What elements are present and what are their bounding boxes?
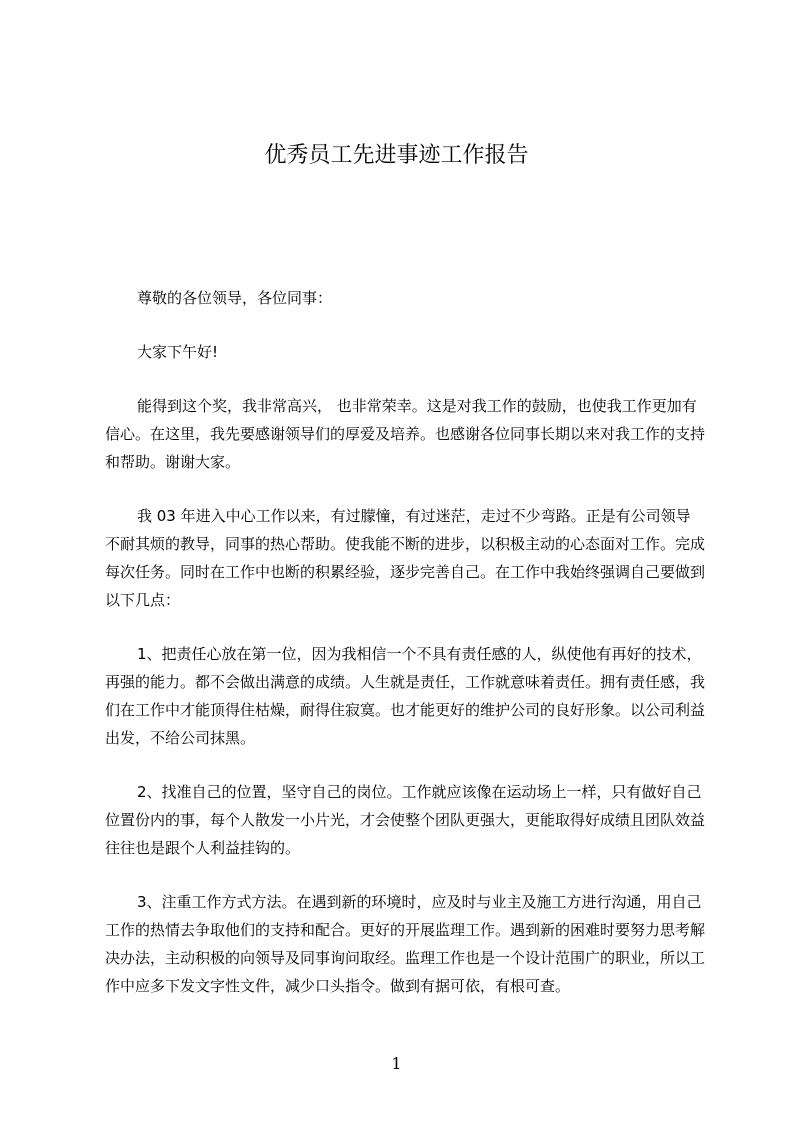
paragraph-point-2: 2、找准自己的位置，坚守自己的岗位。工作就应该像在运动场上一样，只有做好自己位置份内的事，每个人散发一小片光，才会使整个团队更强大，更能取得好成绩且团队效益往往也是跟个人利益挂钩的。 [105,783,706,857]
document-title: 优秀员工先进事迹工作报告 [264,143,529,168]
paragraph-point-3: 3、注重工作方式方法。在遇到新的环境时，应及时与业主及施工方进行沟通，用自己工作的热情去争取他们的支持和配合。更好的开展监理工作。遇到新的困难时要努力思考解决办法，主动积极的向领导及同事询问取经。监理工作也是一个设计范围广的职业，所以工作中应多下发文字性文件，减少口头指令。做到有据可依，有根可查。 [105,893,706,995]
paragraph-thanks: 能得到这个奖，我非常高兴， 也非常荣幸。这是对我工作的鼓励，也使我工作更加有信心。在这里，我先要感谢领导们的厚爱及培养。也感谢各位同事长期以来对我工作的支持和帮助。谢谢大家。 [105,397,706,471]
document-body [105,284,705,1026]
salutation: 尊敬的各位领导，各位同事： [137,289,333,307]
paragraph-experience: 我 03 年进入中心工作以来，有过朦憧，有过迷茫，走过不少弯路。正是有公司领导不耐其烦的教导，同事的热心帮助。使我能不断的进步，以积极主动的心态面对工作。完成每次任务。同时在工作中也断的积累经验，逐步完善自己。在工作中我始终强调自己要做到以下几点： [105,507,706,609]
greeting: 大家下午好! [137,343,219,361]
paragraph-point-1: 1、把责任心放在第一位，因为我相信一个不具有责任感的人，纵使他有再好的技术，再强的能力。都不会做出满意的成绩。人生就是责任，工作就意味着责任。拥有责任感，我们在工作中才能顶得住枯燥，耐得住寂寞。也才能更好的维护公司的良好形象。以公司利益出发，不给公司抹黑。 [105,645,706,747]
page-number: 1 [391,1054,402,1073]
